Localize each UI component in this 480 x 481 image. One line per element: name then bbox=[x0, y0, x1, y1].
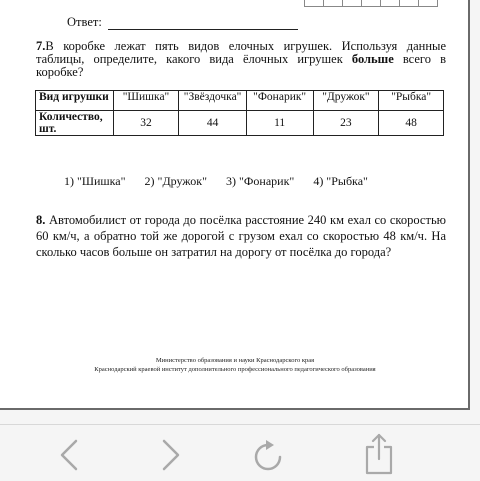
share-icon[interactable] bbox=[364, 433, 394, 475]
table-header-count: Количество, шт. bbox=[36, 111, 114, 136]
table-cell-count: 44 bbox=[179, 111, 246, 136]
question-7-number: 7. bbox=[36, 39, 46, 53]
browser-toolbar bbox=[0, 424, 480, 481]
question-8-text: Автомобилист от города до посёлка расстояние 240 км ехал со скоростью 60 км/ч, а обратно той же дорогой с грузом ехал со скоростью 48 км/ч. На сколько часов больше он затратил на дорогу от посёлка до города? bbox=[36, 213, 446, 259]
table-cell-toy: "Дружок" bbox=[313, 91, 379, 111]
table-cell-count: 23 bbox=[313, 111, 379, 136]
table-cell-count: 11 bbox=[246, 111, 313, 136]
table-cell-count: 48 bbox=[379, 111, 444, 136]
answer-line bbox=[108, 29, 298, 30]
option-1: 1) "Шишка" bbox=[64, 174, 126, 188]
question-7-bold-word: больше bbox=[351, 52, 394, 66]
table-row bbox=[36, 91, 444, 111]
answer-label: Ответ: bbox=[67, 15, 102, 29]
toys-table bbox=[35, 90, 444, 136]
table-cell-count: 32 bbox=[113, 111, 179, 136]
question-7-text: В коробке лежат пять видов елочных игрушек. Используя данные таблицы, определите, какого вида ёлочных игрушек bbox=[36, 39, 446, 66]
table-cell-toy: "Рыбка" bbox=[379, 91, 444, 111]
reload-icon[interactable] bbox=[252, 439, 284, 473]
table-cell-toy: "Шишка" bbox=[113, 91, 179, 111]
table-row bbox=[36, 111, 444, 136]
answer-grid-cells bbox=[305, 0, 438, 7]
option-4: 4) "Рыбка" bbox=[313, 174, 368, 188]
question-8 bbox=[36, 212, 446, 260]
question-7-options bbox=[64, 174, 384, 189]
question-7 bbox=[36, 40, 446, 79]
question-8-number: 8. bbox=[36, 213, 46, 227]
table-cell-toy: "Фонарик" bbox=[246, 91, 313, 111]
forward-icon[interactable] bbox=[160, 439, 182, 471]
option-2: 2) "Дружок" bbox=[144, 174, 208, 188]
table-header-toy-type: Вид игрушки bbox=[36, 91, 114, 111]
footer-ministry: Министерство образования и науки Краснодарского края bbox=[155, 357, 315, 364]
footer-institute: Краснодарский краевой институт дополнительного профессионального педагогического образования bbox=[94, 366, 376, 373]
option-3: 3) "Фонарик" bbox=[226, 174, 295, 188]
back-icon[interactable] bbox=[58, 439, 80, 471]
question-7-text-end: всего в коробке? bbox=[36, 52, 446, 79]
table-cell-toy: "Звёздочка" bbox=[179, 91, 246, 111]
